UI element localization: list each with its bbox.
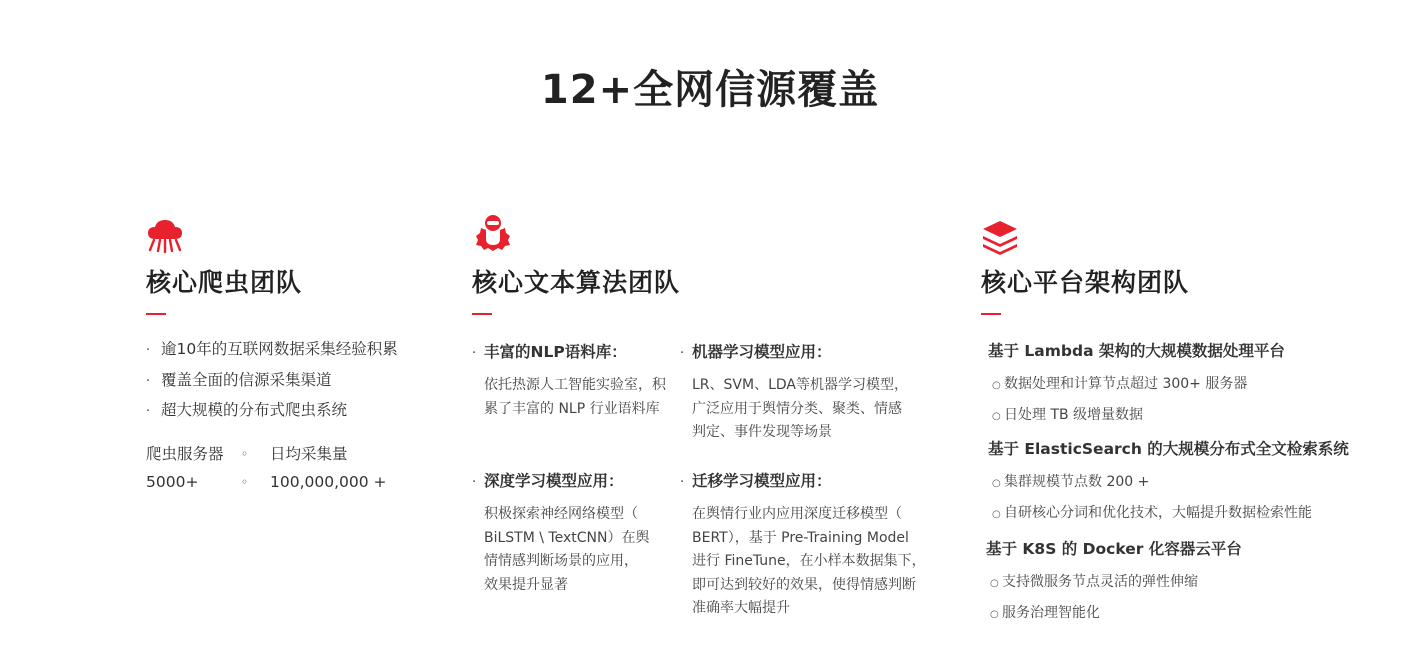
stat-separator: ◦ (241, 475, 249, 489)
group-heading: 基于 K8S 的 Docker 化容器云平台 (986, 540, 1242, 558)
title-underline (146, 313, 166, 315)
crawler-bullet-list (146, 335, 398, 427)
list-item: ○ 支持微服务节点灵活的弹性伸缩 (990, 574, 1198, 590)
platform-team-title: 核心平台架构团队 (981, 268, 1190, 297)
crawler-stats (146, 444, 406, 500)
ml-model-block (680, 342, 920, 445)
block-heading: · 深度学习模型应用： (472, 472, 624, 490)
group-heading: 基于 Lambda 架构的大规模数据处理平台 (988, 342, 1285, 360)
list-item: · 超大规模的分布式爬虫系统 (146, 401, 348, 419)
list-item: · 覆盖全面的信源采集渠道 (146, 370, 332, 389)
stat-label-servers: 爬虫服务器 (146, 445, 224, 463)
elasticsearch-group (988, 439, 1349, 529)
nlp-team-title: 核心文本算法团队 (472, 268, 681, 297)
list-item: · 逾10年的互联网数据采集经验积累 (146, 340, 398, 358)
list-item: ○ 自研核心分词和优化技术，大幅提升数据检索性能 (992, 504, 1312, 521)
stat-separator: ◦ (241, 447, 249, 461)
stat-value-daily: 100,000,000 + (270, 473, 387, 491)
block-body: LR、SVM、LDA等机器学习模型， 广泛应用于舆情分类、聚类、情感 判定、事件发现等场景 (692, 377, 908, 440)
block-body: 积极探索神经网络模型（ BiLSTM \ TextCNN）在舆 情情感判断场景的应用， 效果提升显著 (484, 506, 650, 593)
block-heading: · 丰富的NLP语料库： (472, 343, 627, 361)
list-item: ○ 集群规模节点数 200 + (992, 474, 1150, 490)
block-body: 在舆情行业内应用深度迁移模型（ BERT），基于 Pre-Training Model 进行 FineTune，在小样本数据集下， 即可达到较好的效果，使得情感判断 准确率大幅提升 (692, 506, 926, 616)
block-heading: · 机器学习模型应用： (680, 343, 832, 361)
layers-stack-icon (981, 219, 1019, 255)
nlp-corpus-block (472, 342, 677, 421)
robot-gear-icon (472, 212, 514, 254)
cloud-network-icon (146, 218, 184, 254)
title-underline (981, 313, 1001, 315)
list-item: ○ 数据处理和计算节点超过 300+ 服务器 (992, 376, 1248, 392)
title-underline (472, 313, 492, 315)
k8s-docker-group (986, 539, 1242, 629)
transfer-learning-block (680, 471, 940, 621)
list-item: ○ 日处理 TB 级增量数据 (992, 406, 1144, 423)
stat-value-servers: 5000+ (146, 473, 199, 491)
block-heading: · 迁移学习模型应用： (680, 472, 832, 490)
lambda-platform-group (988, 341, 1285, 431)
stat-label-daily: 日均采集量 (270, 445, 348, 463)
block-body: 依托热源人工智能实验室，积 累了丰富的 NLP 行业语料库 (484, 377, 666, 417)
group-heading: 基于 ElasticSearch 的大规模分布式全文检索系统 (988, 440, 1349, 458)
page-title: 12+全网信源覆盖 (540, 67, 880, 113)
crawler-team-title: 核心爬虫团队 (146, 268, 303, 297)
dl-model-block (472, 471, 677, 597)
list-item: ○ 服务治理智能化 (990, 604, 1100, 621)
